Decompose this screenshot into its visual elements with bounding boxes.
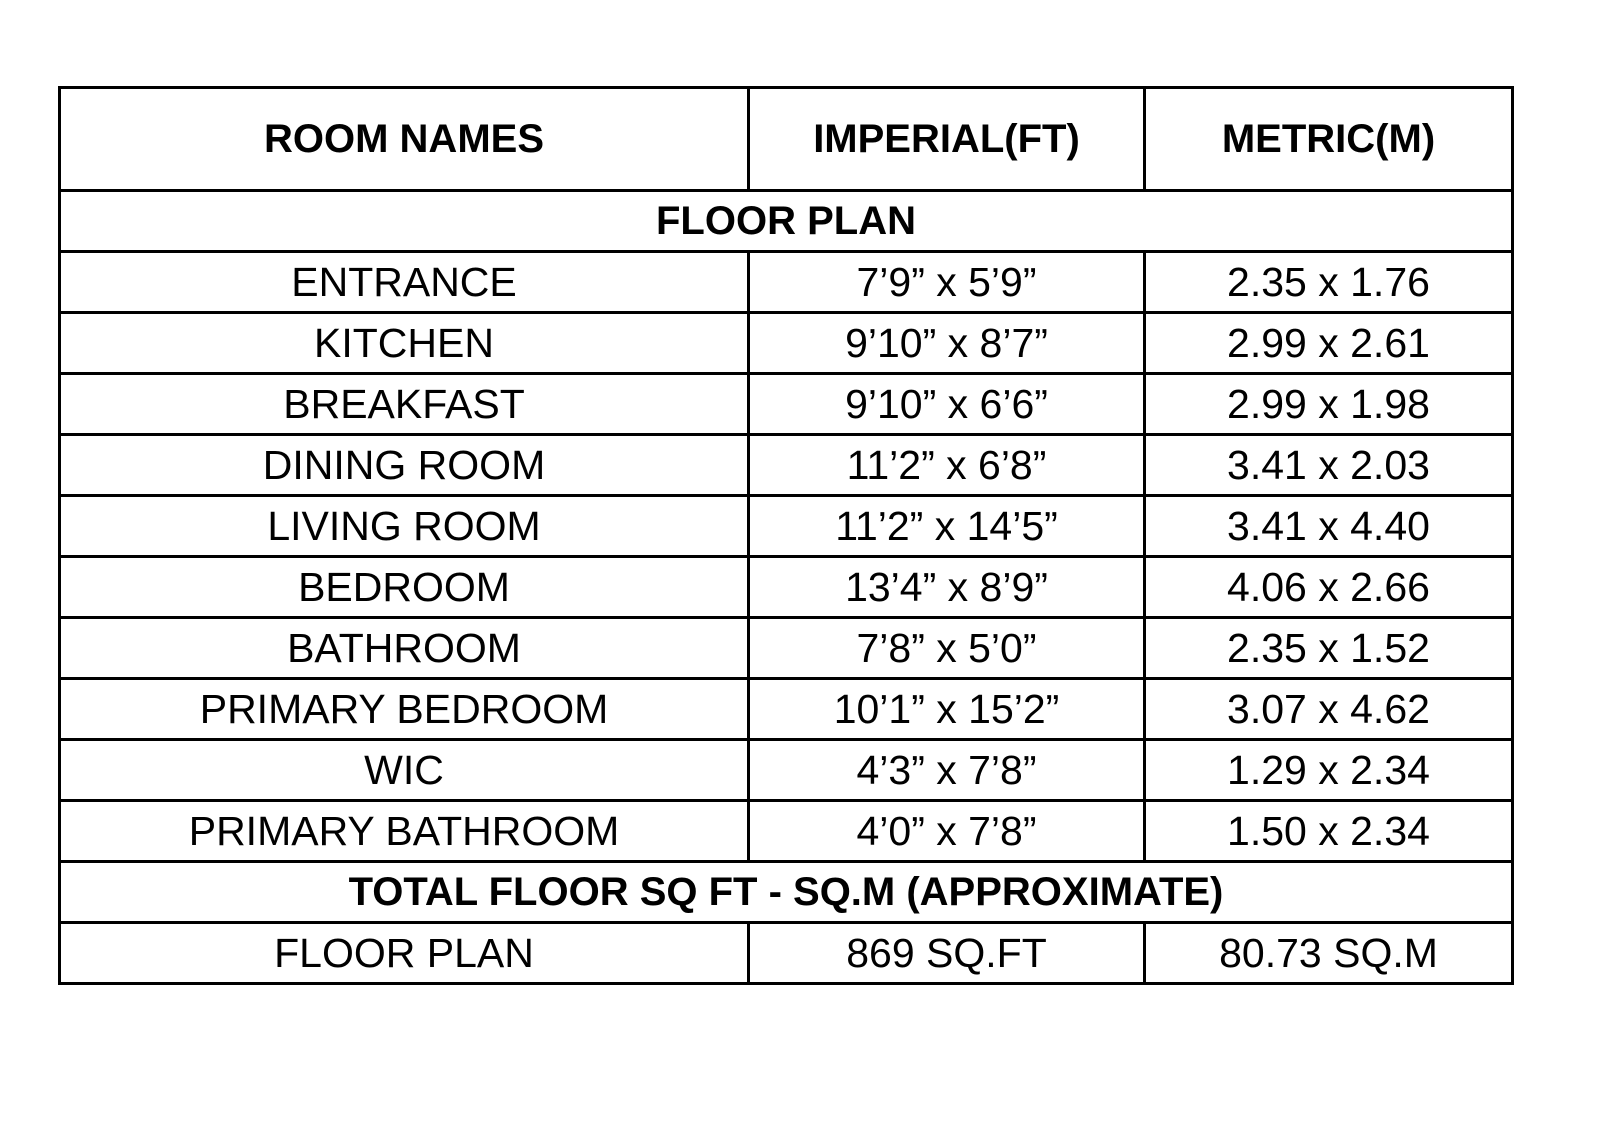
total-imperial-cell: 869 SQ.FT [749, 923, 1145, 984]
room-name-cell: PRIMARY BEDROOM [60, 679, 749, 740]
room-name-cell: DINING ROOM [60, 435, 749, 496]
metric-cell: 2.99 x 1.98 [1145, 374, 1513, 435]
imperial-cell: 7’8” x 5’0” [749, 618, 1145, 679]
total-name-cell: FLOOR PLAN [60, 923, 749, 984]
header-metric: METRIC(M) [1145, 88, 1513, 191]
total-title-row [60, 862, 1513, 923]
imperial-cell: 9’10” x 6’6” [749, 374, 1145, 435]
room-name-cell: ENTRANCE [60, 252, 749, 313]
imperial-cell: 4’3” x 7’8” [749, 740, 1145, 801]
table-row [60, 435, 1513, 496]
table-row [60, 252, 1513, 313]
header-imperial: IMPERIAL(FT) [749, 88, 1145, 191]
room-name-cell: BEDROOM [60, 557, 749, 618]
header-row [60, 88, 1513, 191]
table-row [60, 313, 1513, 374]
table-row [60, 374, 1513, 435]
table-row [60, 679, 1513, 740]
room-name-cell: LIVING ROOM [60, 496, 749, 557]
section-row [60, 191, 1513, 252]
table-row [60, 618, 1513, 679]
imperial-cell: 11’2” x 6’8” [749, 435, 1145, 496]
total-metric-cell: 80.73 SQ.M [1145, 923, 1513, 984]
imperial-cell: 13’4” x 8’9” [749, 557, 1145, 618]
metric-cell: 3.07 x 4.62 [1145, 679, 1513, 740]
imperial-cell: 11’2” x 14’5” [749, 496, 1145, 557]
metric-cell: 3.41 x 4.40 [1145, 496, 1513, 557]
room-name-cell: PRIMARY BATHROOM [60, 801, 749, 862]
metric-cell: 2.99 x 2.61 [1145, 313, 1513, 374]
total-title: TOTAL FLOOR SQ FT - SQ.M (APPROXIMATE) [60, 862, 1513, 923]
imperial-cell: 7’9” x 5’9” [749, 252, 1145, 313]
room-dimensions-table [58, 86, 1514, 985]
metric-cell: 1.50 x 2.34 [1145, 801, 1513, 862]
header-room-names: ROOM NAMES [60, 88, 749, 191]
table-row [60, 557, 1513, 618]
metric-cell: 3.41 x 2.03 [1145, 435, 1513, 496]
section-title: FLOOR PLAN [60, 191, 1513, 252]
room-name-cell: BREAKFAST [60, 374, 749, 435]
room-name-cell: KITCHEN [60, 313, 749, 374]
metric-cell: 2.35 x 1.76 [1145, 252, 1513, 313]
imperial-cell: 10’1” x 15’2” [749, 679, 1145, 740]
room-name-cell: BATHROOM [60, 618, 749, 679]
table-row [60, 496, 1513, 557]
room-name-cell: WIC [60, 740, 749, 801]
table-row [60, 801, 1513, 862]
metric-cell: 1.29 x 2.34 [1145, 740, 1513, 801]
imperial-cell: 4’0” x 7’8” [749, 801, 1145, 862]
metric-cell: 2.35 x 1.52 [1145, 618, 1513, 679]
metric-cell: 4.06 x 2.66 [1145, 557, 1513, 618]
table-row [60, 740, 1513, 801]
total-row [60, 923, 1513, 984]
imperial-cell: 9’10” x 8’7” [749, 313, 1145, 374]
